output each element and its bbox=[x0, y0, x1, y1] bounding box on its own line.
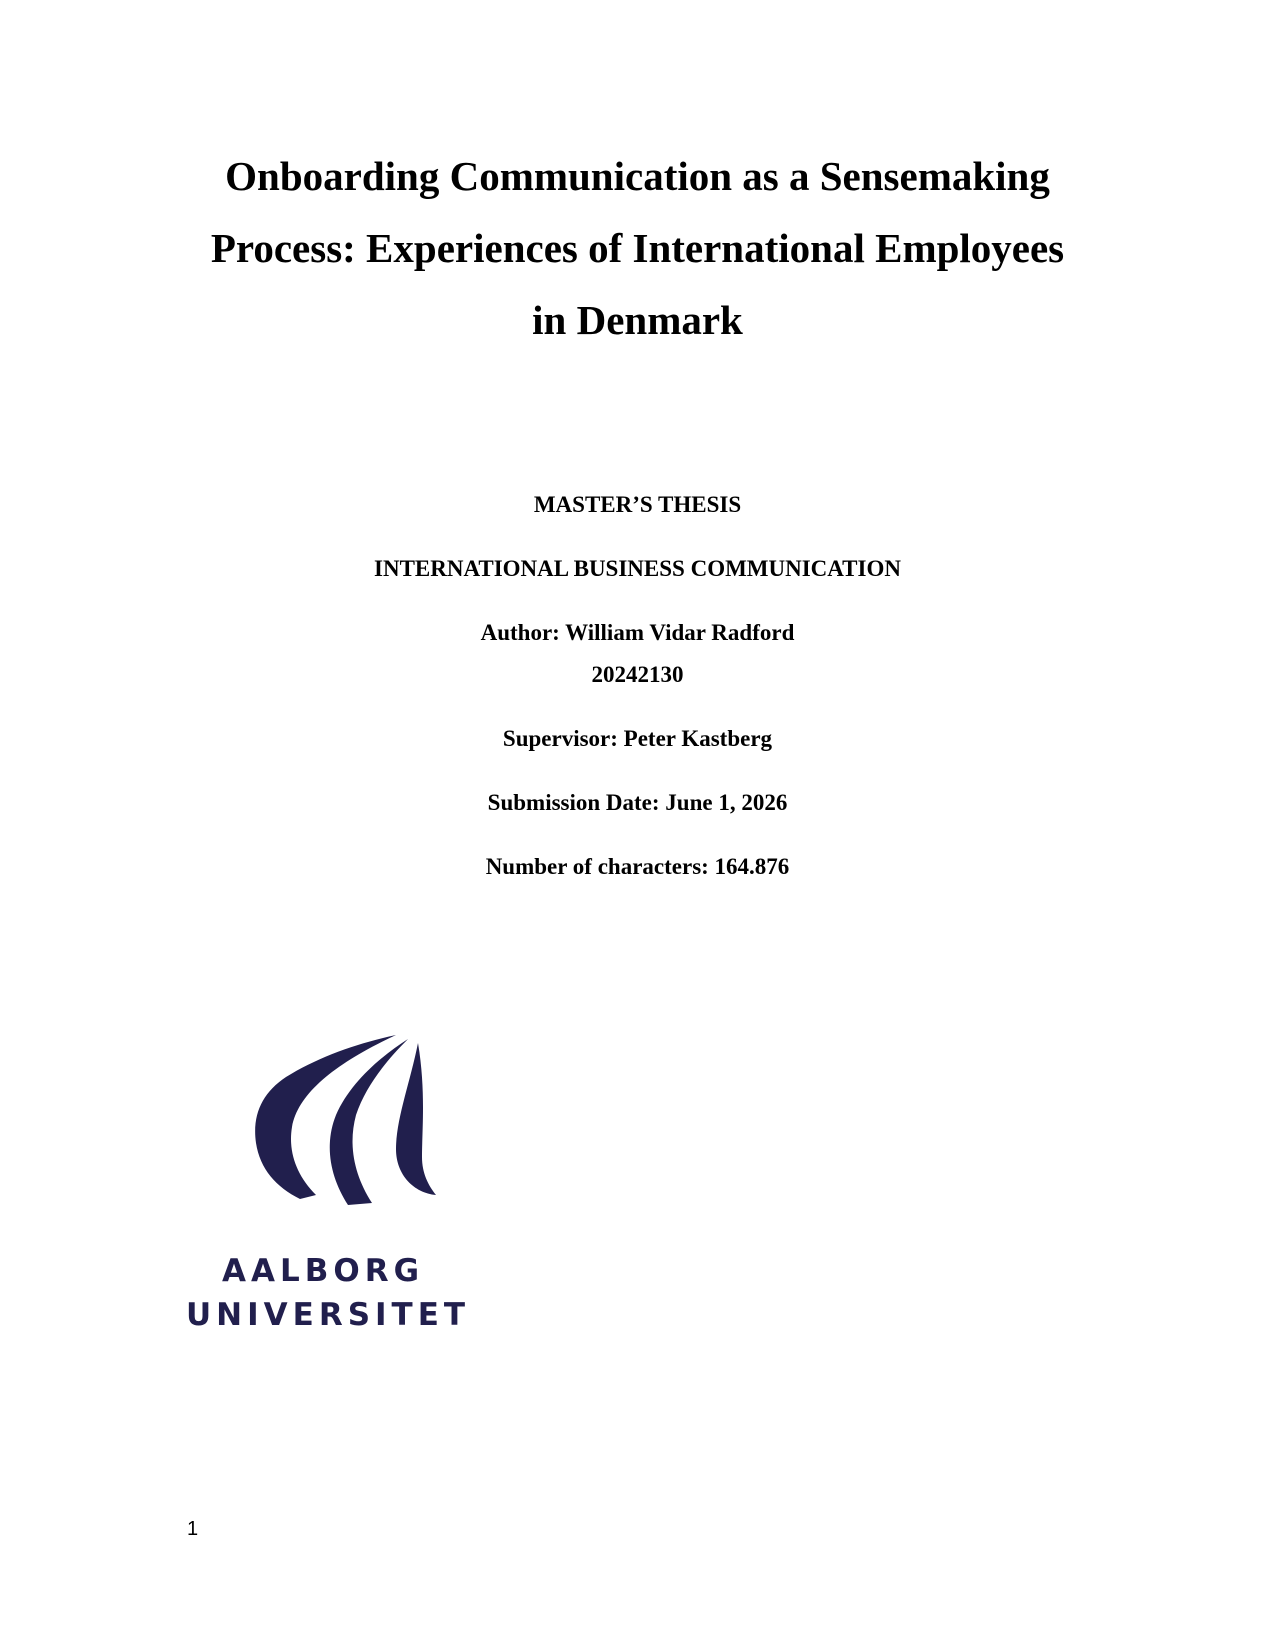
character-count: Number of characters: 164.876 bbox=[485, 854, 790, 879]
title-line-2: Process: Experiences of International Employees bbox=[210, 225, 1065, 271]
supervisor-line: Supervisor: Peter Kastberg bbox=[502, 726, 773, 751]
author-line: Author: William Vidar Radford bbox=[480, 620, 795, 645]
logo-text-aalborg: AALBORG bbox=[222, 1253, 425, 1289]
logo-text-universitet: UNIVERSITET bbox=[186, 1297, 471, 1333]
title-line-1: Onboarding Communication as a Sensemaking bbox=[225, 153, 1050, 199]
page-number: 1 bbox=[187, 1518, 199, 1540]
university-logo bbox=[186, 1035, 486, 1345]
submission-date: Submission Date: June 1, 2026 bbox=[487, 790, 788, 815]
student-number: 20242130 bbox=[591, 662, 684, 687]
aalborg-university-logo-icon bbox=[246, 1035, 436, 1215]
thesis-type: MASTER’S THESIS bbox=[533, 492, 742, 517]
title-line-3: in Denmark bbox=[532, 297, 743, 343]
programme-name: INTERNATIONAL BUSINESS COMMUNICATION bbox=[374, 556, 901, 581]
thesis-title bbox=[150, 140, 1125, 356]
